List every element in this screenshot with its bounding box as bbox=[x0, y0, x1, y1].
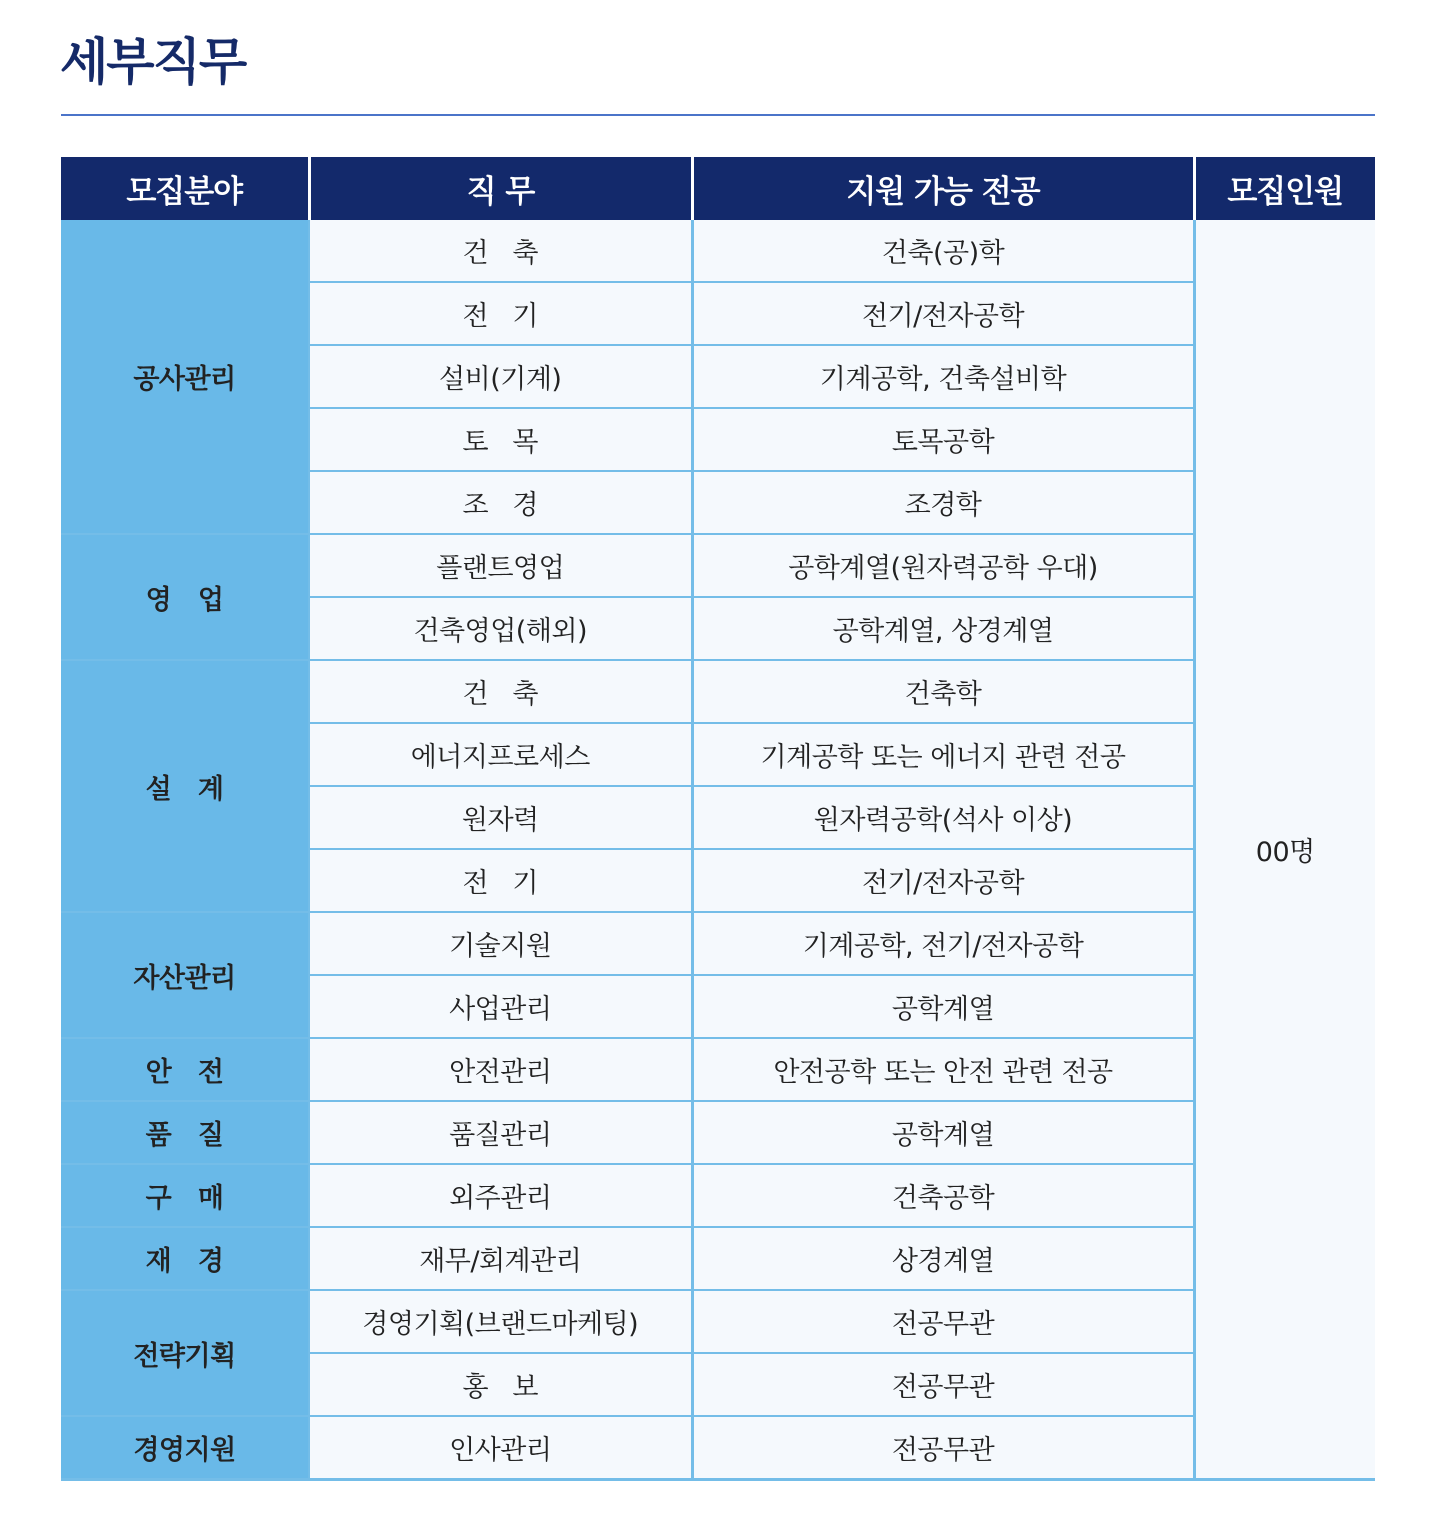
duty-cell: 전 기 bbox=[309, 849, 692, 912]
table-row bbox=[61, 660, 1375, 723]
header-major: 지원 가능 전공 bbox=[692, 157, 1194, 220]
major-cell: 기계공학, 전기/전자공학 bbox=[692, 912, 1194, 975]
duty-cell: 원자력 bbox=[309, 786, 692, 849]
page-title: 세부직무 bbox=[60, 33, 246, 91]
category-cell: 공사관리 bbox=[61, 220, 309, 534]
duty-cell: 조 경 bbox=[309, 471, 692, 534]
category-cell: 품 질 bbox=[61, 1101, 309, 1164]
major-cell: 전기/전자공학 bbox=[692, 282, 1194, 345]
major-cell: 원자력공학(석사 이상) bbox=[692, 786, 1194, 849]
duty-cell: 사업관리 bbox=[309, 975, 692, 1038]
duty-cell: 에너지프로세스 bbox=[309, 723, 692, 786]
table-row bbox=[61, 220, 1375, 282]
duty-cell: 건 축 bbox=[309, 220, 692, 282]
major-cell: 전기/전자공학 bbox=[692, 849, 1194, 912]
table-row bbox=[61, 1164, 1375, 1227]
duty-cell: 토 목 bbox=[309, 408, 692, 471]
duty-cell: 기술지원 bbox=[309, 912, 692, 975]
title-divider bbox=[61, 114, 1375, 116]
major-cell: 건축공학 bbox=[692, 1164, 1194, 1227]
category-cell: 재 경 bbox=[61, 1227, 309, 1290]
major-cell: 건축학 bbox=[692, 660, 1194, 723]
major-cell: 공학계열 bbox=[692, 975, 1194, 1038]
recruit-count-cell: 00명 bbox=[1194, 220, 1375, 1480]
major-cell: 전공무관 bbox=[692, 1416, 1194, 1480]
job-table bbox=[61, 157, 1375, 1481]
category-cell: 구 매 bbox=[61, 1164, 309, 1227]
duty-cell: 건축영업(해외) bbox=[309, 597, 692, 660]
category-cell: 안 전 bbox=[61, 1038, 309, 1101]
table-row bbox=[61, 1038, 1375, 1101]
major-cell: 건축(공)학 bbox=[692, 220, 1194, 282]
major-cell: 전공무관 bbox=[692, 1290, 1194, 1353]
duty-cell: 건 축 bbox=[309, 660, 692, 723]
table-body bbox=[61, 220, 1375, 1480]
major-cell: 공학계열, 상경계열 bbox=[692, 597, 1194, 660]
major-cell: 상경계열 bbox=[692, 1227, 1194, 1290]
duty-cell: 홍 보 bbox=[309, 1353, 692, 1416]
major-cell: 기계공학, 건축설비학 bbox=[692, 345, 1194, 408]
table-row bbox=[61, 1101, 1375, 1164]
table-row bbox=[61, 912, 1375, 975]
major-cell: 안전공학 또는 안전 관련 전공 bbox=[692, 1038, 1194, 1101]
major-cell: 기계공학 또는 에너지 관련 전공 bbox=[692, 723, 1194, 786]
duty-cell: 설비(기계) bbox=[309, 345, 692, 408]
duty-cell: 재무/회계관리 bbox=[309, 1227, 692, 1290]
duty-cell: 플랜트영업 bbox=[309, 534, 692, 597]
duty-cell: 인사관리 bbox=[309, 1416, 692, 1480]
duty-cell: 전 기 bbox=[309, 282, 692, 345]
category-cell: 자산관리 bbox=[61, 912, 309, 1038]
table-row bbox=[61, 534, 1375, 597]
table-header-row bbox=[61, 157, 1375, 220]
category-cell: 영 업 bbox=[61, 534, 309, 660]
table-row bbox=[61, 1227, 1375, 1290]
duty-cell: 품질관리 bbox=[309, 1101, 692, 1164]
major-cell: 공학계열 bbox=[692, 1101, 1194, 1164]
header-count: 모집인원 bbox=[1194, 157, 1375, 220]
major-cell: 공학계열(원자력공학 우대) bbox=[692, 534, 1194, 597]
header-duty: 직 무 bbox=[309, 157, 692, 220]
table-row bbox=[61, 1290, 1375, 1353]
duty-cell: 외주관리 bbox=[309, 1164, 692, 1227]
duty-cell: 경영기획(브랜드마케팅) bbox=[309, 1290, 692, 1353]
major-cell: 전공무관 bbox=[692, 1353, 1194, 1416]
major-cell: 조경학 bbox=[692, 471, 1194, 534]
category-cell: 설 계 bbox=[61, 660, 309, 912]
category-cell: 경영지원 bbox=[61, 1416, 309, 1480]
major-cell: 토목공학 bbox=[692, 408, 1194, 471]
header-category: 모집분야 bbox=[61, 157, 309, 220]
table-row bbox=[61, 1416, 1375, 1480]
category-cell: 전략기획 bbox=[61, 1290, 309, 1416]
duty-cell: 안전관리 bbox=[309, 1038, 692, 1101]
